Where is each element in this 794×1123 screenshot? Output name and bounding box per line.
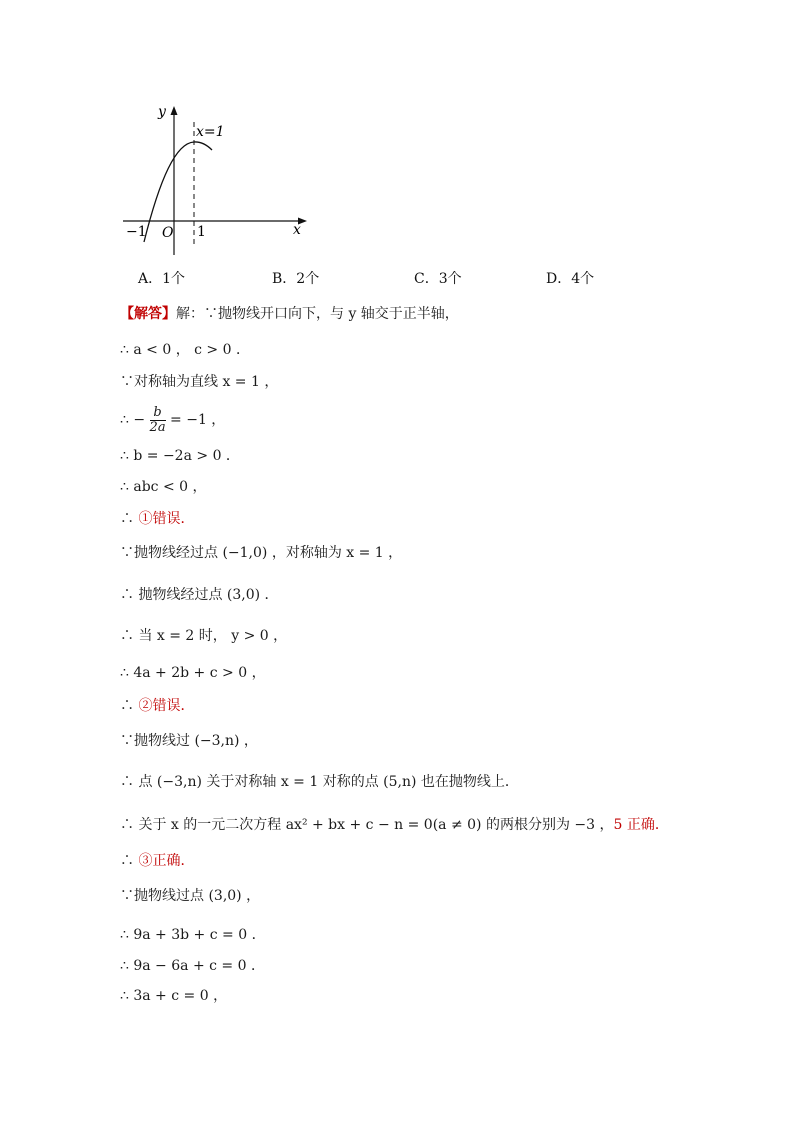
conclusion-1-wrong: ①错误． — [138, 511, 195, 527]
l6-prefix: ∴ — [120, 511, 139, 527]
l3-prefix: ∴ − — [120, 412, 146, 428]
solution-line-14 — [120, 815, 669, 835]
solution-line-13: ∴ 点 (−3,n) 关于对称轴 x = 1 对称的点 (5,n) 也在抛物线上． — [120, 774, 519, 790]
option-c[interactable]: C．3个 — [414, 271, 462, 287]
solution-line-7: ∵抛物线经过点 (−1,0) ，对称轴为 x = 1 ， — [120, 545, 403, 561]
conclusion-3-correct: ③正确． — [138, 853, 195, 869]
solution-line-3 — [120, 400, 225, 440]
parabola-graph — [118, 98, 318, 263]
fraction-numerator: b — [150, 406, 166, 421]
y-axis-arrow — [171, 106, 178, 115]
solution-line-18: ∴ 9a − 6a + c = 0 ． — [120, 958, 265, 974]
one-label: 1 — [197, 224, 206, 240]
solution-line-5: ∴ abc < 0 ， — [120, 479, 207, 495]
solution-line-8: ∴ 抛物线经过点 (3,0) ． — [120, 587, 279, 603]
solution-line-10: ∴ 4a + 2b + c > 0 ， — [120, 665, 266, 681]
answer-options — [0, 268, 794, 290]
l3-suffix: = −1 ， — [170, 412, 226, 428]
l14-text: ∴ 关于 x 的一元二次方程 ax² + bx + c − n = 0(a ≠ 0) 的两根分别为 −3 ， — [120, 817, 614, 833]
solution-line-4: ∴ b = −2a > 0 ． — [120, 448, 240, 464]
l11-prefix: ∴ — [120, 698, 139, 714]
solution-line-9: ∴ 当 x = 2 时， y > 0 ， — [120, 628, 288, 644]
l15-prefix: ∴ — [120, 853, 139, 869]
conclusion-2-wrong: ②错误． — [138, 698, 195, 714]
solution-line-16: ∵抛物线过点 (3,0) ， — [120, 888, 261, 904]
solution-line-2: ∵对称轴为直线 x = 1 ， — [120, 374, 279, 390]
solution-tag: 【解答】 — [120, 306, 176, 322]
option-a[interactable]: A．1个 — [138, 271, 186, 287]
solution-intro — [120, 304, 459, 324]
solution-line-19: ∴ 3a + c = 0 ， — [120, 988, 228, 1004]
option-d[interactable]: D．4个 — [546, 271, 595, 287]
solution-line-12: ∵抛物线过 (−3,n) ， — [120, 733, 258, 749]
fraction-b-over-2a — [150, 406, 166, 435]
solution-line-11 — [120, 696, 194, 716]
symmetry-axis-label: x=1 — [196, 124, 225, 140]
neg-one-label: −1 — [126, 224, 147, 240]
y-axis-label: y — [158, 104, 166, 120]
solution-line-17: ∴ 9a + 3b + c = 0 ． — [120, 927, 266, 943]
origin-label: O — [162, 225, 174, 241]
option-b[interactable]: B．2个 — [272, 271, 320, 287]
root-5-correct: 5 正确． — [613, 817, 669, 833]
x-axis-label: x — [293, 222, 301, 238]
solution-line-1: ∴ a < 0 ， c > 0 ． — [120, 342, 250, 358]
solution-intro-text: 解：∵抛物线开口向下，与 y 轴交于正半轴， — [176, 306, 459, 322]
solution-line-15 — [120, 851, 194, 871]
fraction-denominator: 2a — [149, 419, 166, 435]
solution-line-6 — [120, 509, 194, 529]
